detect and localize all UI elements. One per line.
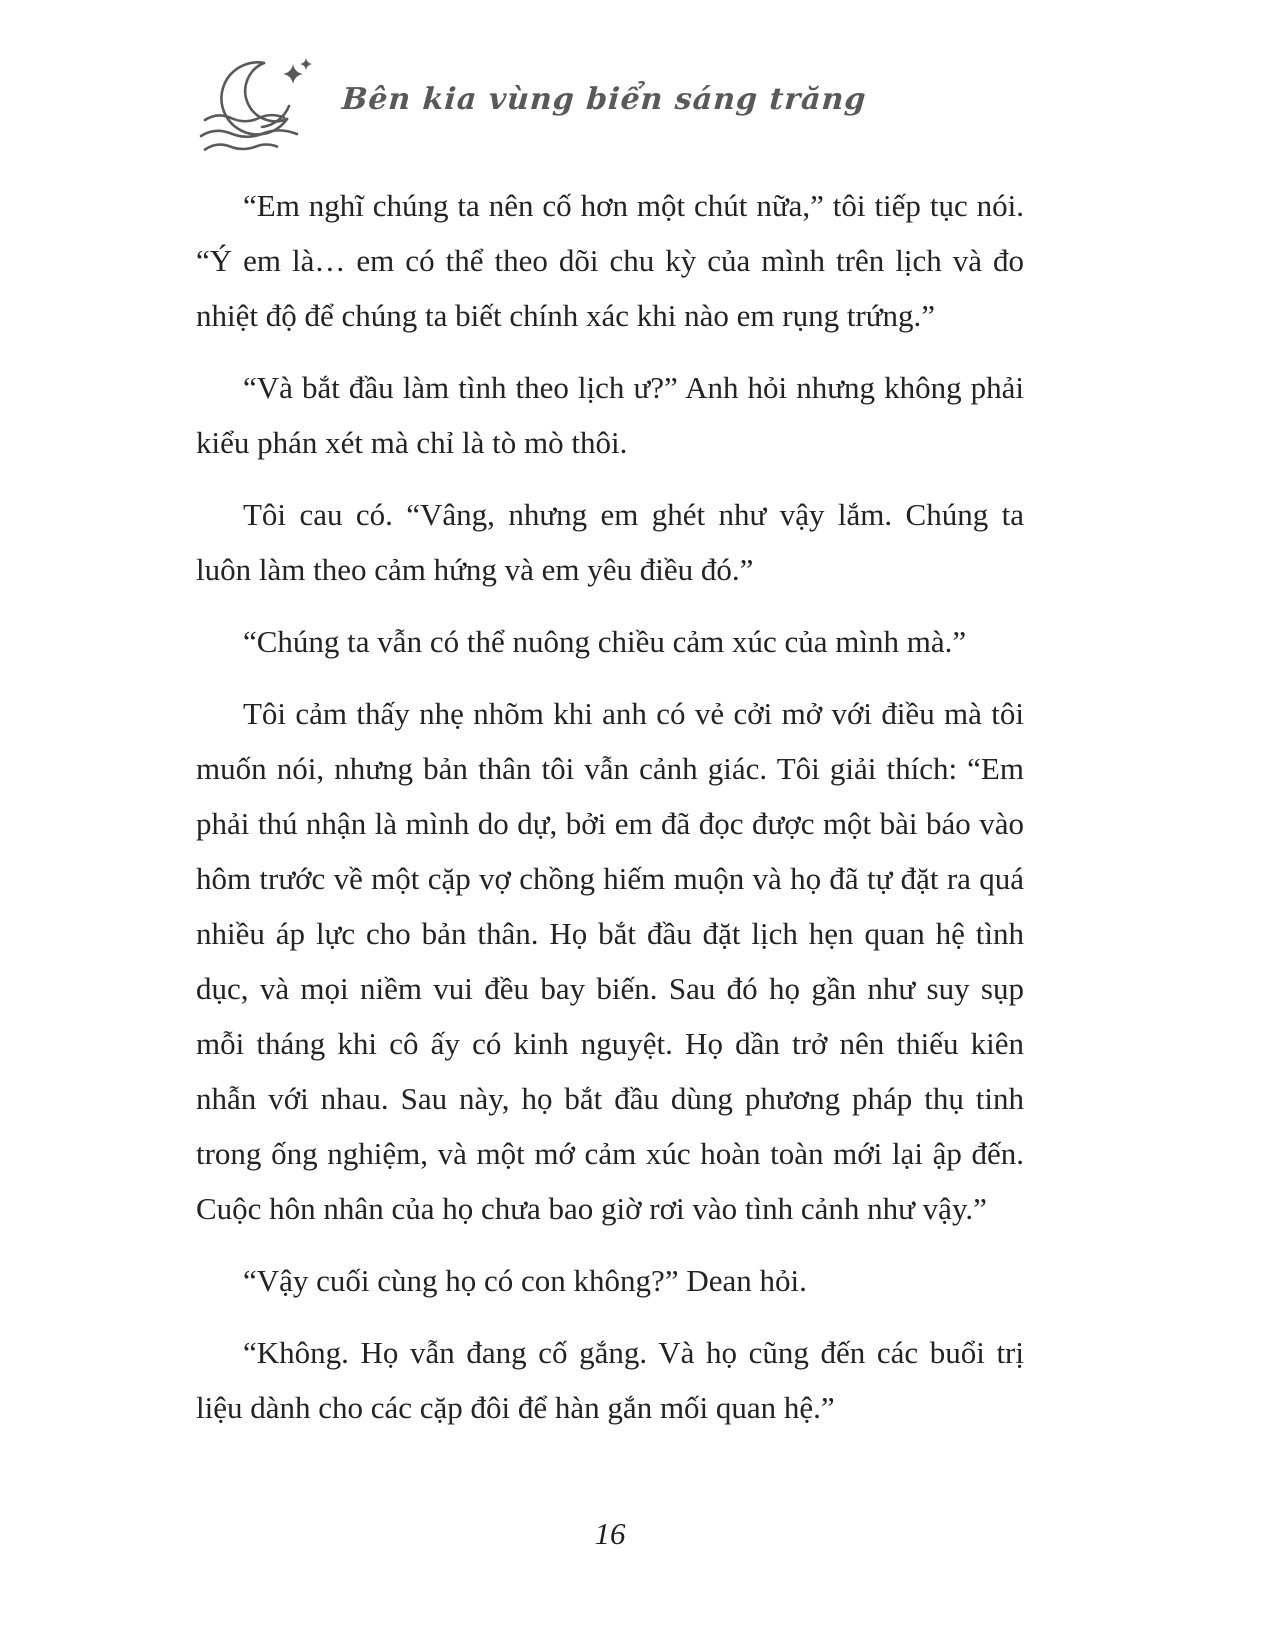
sparkle-icon xyxy=(300,58,312,70)
page-body xyxy=(196,178,1024,1452)
page-header xyxy=(198,56,866,156)
paragraph-7: “Không. Họ vẫn đang cố gắng. Và họ cũng đến các buổi trị liệu dành cho các cặp đôi để hàn gắn mối quan hệ.” xyxy=(196,1335,1024,1425)
paragraph-5: Tôi cảm thấy nhẹ nhõm khi anh có vẻ cởi mở với điều mà tôi muốn nói, nhưng bản thân tôi vẫn cảnh giác. Tôi giải thích: “Em phải thú nhận là mình do dự, bởi em đã đọc được một bài báo vào hôm trước về một cặp vợ chồng hiếm muộn và họ đã tự đặt ra quá nhiều áp lực cho bản thân. Họ bắt đầu đặt lịch hẹn quan hệ tình dục, và mọi niềm vui đều bay biến. Sau đó họ gần như suy sụp mỗi tháng khi cô ấy có kinh nguyệt. Họ dần trở nên thiếu kiên nhẫn với nhau. Sau này, họ bắt đầu dùng phương pháp thụ tinh trong ống nghiệm, và một mớ cảm xúc hoàn toàn mới lại ập đến. Cuộc hôn nhân của họ chưa bao giờ rơi vào tình cảnh như vậy.” xyxy=(196,696,1024,1226)
paragraph-1: “Em nghĩ chúng ta nên cố hơn một chút nữa,” tôi tiếp tục nói. “Ý em là… em có thể theo dõi chu kỳ của mình trên lịch và đo nhiệt độ để chúng ta biết chính xác khi nào em rụng trứng.” xyxy=(196,188,1024,333)
sparkle-icon xyxy=(283,64,303,84)
book-title: Bên kia vùng biển sáng trăng xyxy=(340,81,868,117)
paragraph-4: “Chúng ta vẫn có thể nuông chiều cảm xúc của mình mà.” xyxy=(243,624,967,659)
paragraph-3: Tôi cau có. “Vâng, nhưng em ghét như vậy lắm. Chúng ta luôn làm theo cảm hứng và em yêu điều đó.” xyxy=(196,497,1024,587)
page-number: 16 xyxy=(594,1516,626,1551)
paragraph-2: “Và bắt đầu làm tình theo lịch ư?” Anh hỏi nhưng không phải kiểu phán xét mà chỉ là tò mò thôi. xyxy=(196,370,1024,460)
moon-waves-logo-icon xyxy=(198,56,318,156)
paragraph-6: “Vậy cuối cùng họ có con không?” Dean hỏi. xyxy=(243,1263,807,1298)
